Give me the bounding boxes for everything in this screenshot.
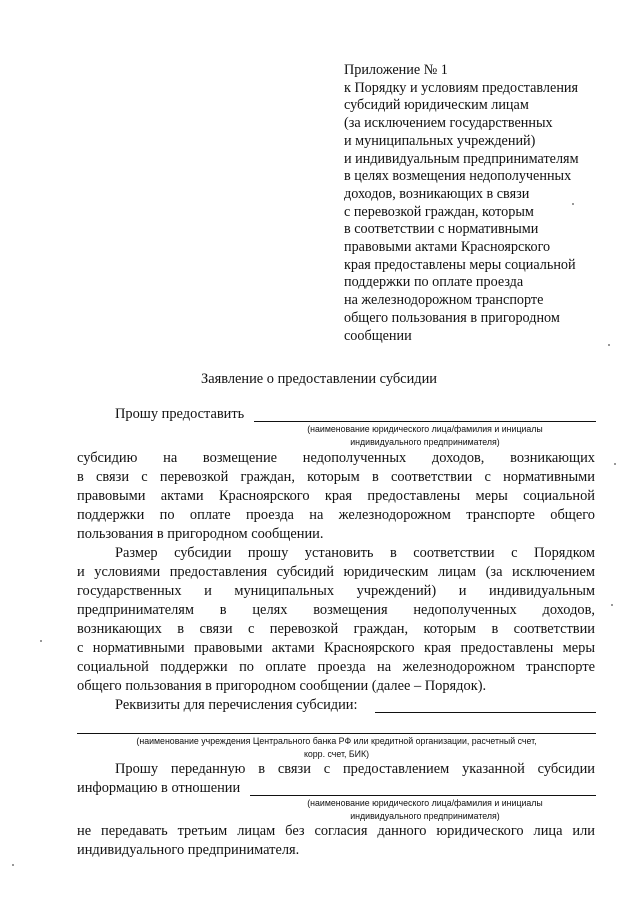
document-title: Заявление о предоставлении субсидии [201,371,437,387]
scan-speck [12,864,14,866]
appendix-line: субсидий юридическим лицам [344,97,529,114]
applicant-caption-line1: (наименование юридического лица/фамилия и инициалы [307,424,543,434]
scan-speck [608,344,610,346]
paragraph-line: с нормативными правовыми актами Красноярского края предоставлены меры [77,640,595,656]
appendix-line: правовыми актами Красноярского [344,239,551,256]
paragraph-line: Прошу переданную в связи с предоставлением указанной субсидии [115,761,595,777]
requisites-caption-line1: (наименование учреждения Центрального банка РФ или кредитной организации, расчетный счет, [136,736,537,746]
info-label: информацию в отношении [77,780,241,796]
paragraph-line: общего пользования в пригородном сообщении (далее – Порядок). [77,678,487,694]
paragraph-line: социальной поддержки по оплате проезда на железнодорожном транспорте [77,659,595,675]
paragraph-line: в связи с перевозкой граждан, которым в соответствии с нормативными [77,469,595,485]
appendix-line: в целях возмещения недополученных [344,168,572,185]
scan-speck [40,640,42,642]
paragraph-line: субсидию на возмещение недополученных доходов, возникающих [77,450,595,466]
appendix-line: с перевозкой граждан, которым [344,203,534,220]
appendix-line: Приложение № 1 [344,62,448,78]
requisites-field-2[interactable] [77,733,596,734]
paragraph-line: предпринимателям в целях возмещения недополученных доходов, [77,602,595,618]
paragraph-line: не передавать третьим лицам без согласия данного юридического лица или [77,823,595,839]
paragraph-line: и условиями предоставления субсидий юридическим лицам (за исключением [77,564,595,580]
appendix-line: общего пользования в пригородном [344,309,560,326]
requisites-field-1[interactable] [375,712,596,713]
appendix-line: доходов, возникающих в связи [344,185,530,202]
appendix-line: поддержки по оплате проезда [344,274,524,291]
paragraph-line: индивидуального предпринимателя. [77,842,300,858]
paragraph-line: государственных и муниципальных учреждений) и индивидуальным [77,583,595,599]
scan-speck [614,463,616,465]
request-label: Прошу предоставить [115,406,245,422]
appendix-line: и индивидуальным предпринимателям [344,150,579,167]
scan-speck [611,604,613,606]
appendix-line: сообщении [344,327,412,344]
requisites-caption-line2: корр. счет, БИК) [303,749,370,759]
applicant-caption-line2: индивидуального предпринимателя) [350,437,500,447]
appendix-line: на железнодорожном транспорте [344,292,544,309]
paragraph-line: пользования в пригородном сообщении. [77,526,324,542]
paragraph-line: возникающих в связи с перевозкой граждан, которым в соответствии [77,621,595,637]
applicant-name-field[interactable] [254,421,596,422]
appendix-line: края предоставлены меры социальной [344,256,576,273]
requisites-label: Реквизиты для перечисления субсидии: [115,697,358,713]
recipient-name-field[interactable] [250,795,596,796]
appendix-header [344,62,606,345]
appendix-line: и муниципальных учреждений) [344,132,536,149]
paragraph-line: Размер субсидии прошу установить в соответствии с Порядком [115,545,595,561]
appendix-line: к Порядку и условиям предоставления [344,79,579,96]
appendix-line: (за исключением государственных [344,115,553,132]
recipient-caption-line1: (наименование юридического лица/фамилия и инициалы [307,798,543,808]
recipient-caption-line2: индивидуального предпринимателя) [350,811,500,821]
paragraph-line: правовыми актами Красноярского края предоставлены меры социальной [77,488,595,504]
paragraph-line: поддержки по оплате проезда на железнодорожном транспорте общего [77,507,595,523]
appendix-line: в соответствии с нормативными [344,221,539,238]
scan-speck [572,203,574,205]
